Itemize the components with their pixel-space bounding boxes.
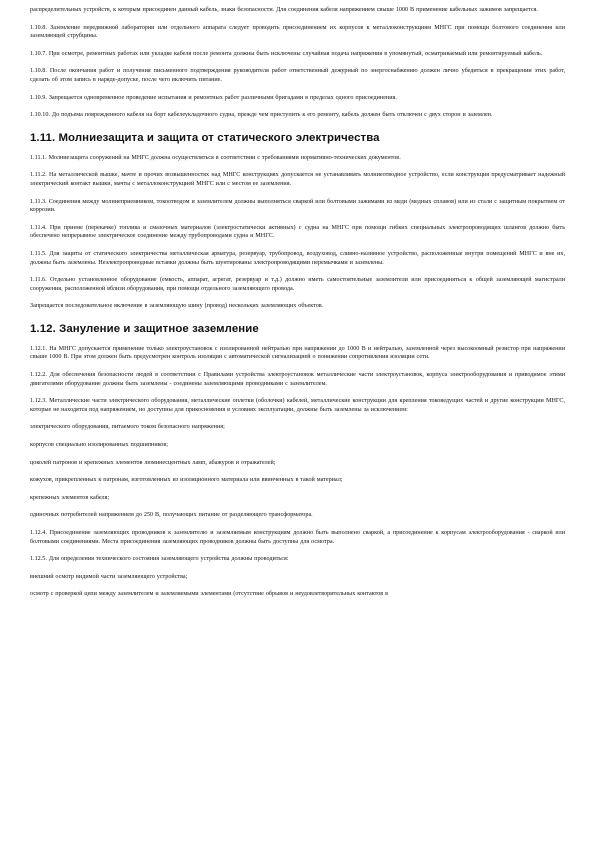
paragraph: 1.11.3. Соединения между молниеприемником, токоотводом и заземлителем должны выполняться сваркой или болтовыми зажимами из меди (медных сплавов) или из стали с защитным покрытием от коррозии. [30,198,565,214]
paragraph: 1.12.4. Присоединение заземляющих проводников к заземлителю и заземляемым конструкциям должно быть выполнено сваркой, а присоединение к корпусам электрооборудования - сваркой или болтовыми соединениями. Места присоединения заземляющих проводников должны быть доступны для осмотра. [30,530,565,545]
paragraph: 1.11.6. Отдельно установленное оборудование (емкость, аппарат, агрегат, резервуар и т.д.) должно иметь самостоятельные заземлители или присоединяться к общей заземляющей магистрали сооружения, расположенной вблизи оборудования, при помощи отдельного заземляющего провода. [30,277,565,292]
paragraph: кожухов, прикрепленных к патронам, изготовленных из изоляционного материала или ввинченных в такой материал; [30,477,343,484]
paragraph: 1.11.2. На металлической вышке, мачте и прочих возвышенностях над МНГС конструкциях допускается не устанавливать молниеотводное устройство, если конструкция предусматривает надежный электрический контакт вышки, мачты с металлоконструкцией МНГС или с местом ее заземления. [30,172,565,187]
paragraph: 1.12.3. Металлические части электрического оборудования, металлические оплетки (оболочки) кабелей, металлические конструкции для крепления токоведущих частей и другие конструкции МНГС, которые не находятся под напряжением, но доступны для прикосновения в условиях эксплуатации, должны быть заземлены за исключением: [30,398,565,413]
paragraph: 1.10.7. При осмотре, ремонтных работах или укладке кабеля после ремонта должны быть исключены случайная подача напряжения в упомянутый, осматриваемый или ремонтируемый кабель. [30,50,543,57]
paragraph: корпусов специально изолированных подшипников; [30,442,168,449]
paragraph: электрического оборудования, питаемого током безопасного напряжения; [30,424,225,431]
paragraph: 1.10.8. После окончания работ и получения письменного подтверждения руководителя работ ответственный дежурный по энергоснабжению должен лично убедиться в прекращении этих работ, сделать об этом запись в наряде-допуске, после чего включить питание. [30,68,565,83]
paragraph: одиночных потребителей напряжением до 250 В, получающих питание от разделяющего трансформатора. [30,512,313,519]
paragraph: распределительных устройств, к которым присоединен данный кабель, знаки безопасности. Для соединения кабеля напряжением свыше 1000 В применение кабельных зажимов запрещается. [30,7,538,13]
paragraph: внешний осмотр видимой части заземляющего устройства; [30,573,188,580]
paragraph: 1.11.1. Молниезащита сооружений на МНГС должна осуществляться в соответствии с требованиями нормативно-технических документов. [30,154,401,161]
paragraph: цоколей патронов и крепежных элементов люминесцентных ламп, абажуров и отражателей; [30,459,276,466]
paragraph: 1.12.1. На МНГС допускается применение только электроустановок с изолированной нейтралью при напряжении до 1000 В и нейтралью, заземленной через высокоомный резистор при напряжении свыше 1000 В. При этом должен быть предусмотрен контроль изоляции с автоматической сигнализацией о понижении сопротивления изоляции сети. [30,345,565,361]
paragraph: 1.10.9. Запрещается одновременное проведение испытания и ремонтных работ различными бригадами в пределах одного присоединения. [30,94,397,101]
section-heading: 1.12. Зануление и защитное заземление [30,322,259,335]
document-body [30,6,565,608]
paragraph: 1.12.5. Для определения технического состояния заземляющего устройства должны проводиться: [30,556,289,563]
paragraph: крепежных элементов кабеля; [30,494,110,501]
paragraph: Запрещается последовательное включение в заземляющую шину (провод) нескольких заземляющих объектов. [30,303,324,310]
paragraph: 1.10.10. До подъема поврежденного кабеля на борт кабелеукладочного судна, прежде чем приступить к его ремонту, кабель должен быть отключен с двух сторон и заземлен. [30,112,493,119]
section-heading: 1.11. Молниезащита и защита от статического электричества [30,131,380,144]
paragraph: осмотр с проверкой цепи между заземлителем и заземляемыми элементами (отсутствие обрывов и неудовлетворительных контактов в [30,591,389,598]
paragraph: 1.11.4. При приеме (перекачке) топлива и смазочных материалов (электростатически активных) с судна на МНГС при помощи гибких специальных электропроводящих шлангов должно быть обеспечено непрерывное электрическое соединение между трубопроводами судна и МНГС. [30,224,565,240]
paragraph: 1.10.8. Заземление передвижной лаборатории или отдельного аппарата следует проводить присоединением их корпусов к металлоконструкциям МНГС при помощи болтового соединения или заземляющей струбцины. [30,24,565,40]
paragraph: 1.11.5. Для защиты от статического электричества металлическая арматура, резервуар, трубопровод, воздуховод, сливно-наливное устройство, расположенные внутри помещений МНГС и вне их, должны быть заземлены. Неэлектропроводные вставки должны быть шунтированы электропроводящими перемычками и заземлены. [30,250,565,266]
paragraph: 1.12.2. Для обеспечения безопасности людей в соответствии с Правилами устройства электроустановок металлические части электроустановок, корпуса электрооборудования и приводимое этими двигателями оборудование должны быть заземлены - соединены заземляющими проводниками с заземлителем. [30,372,565,387]
